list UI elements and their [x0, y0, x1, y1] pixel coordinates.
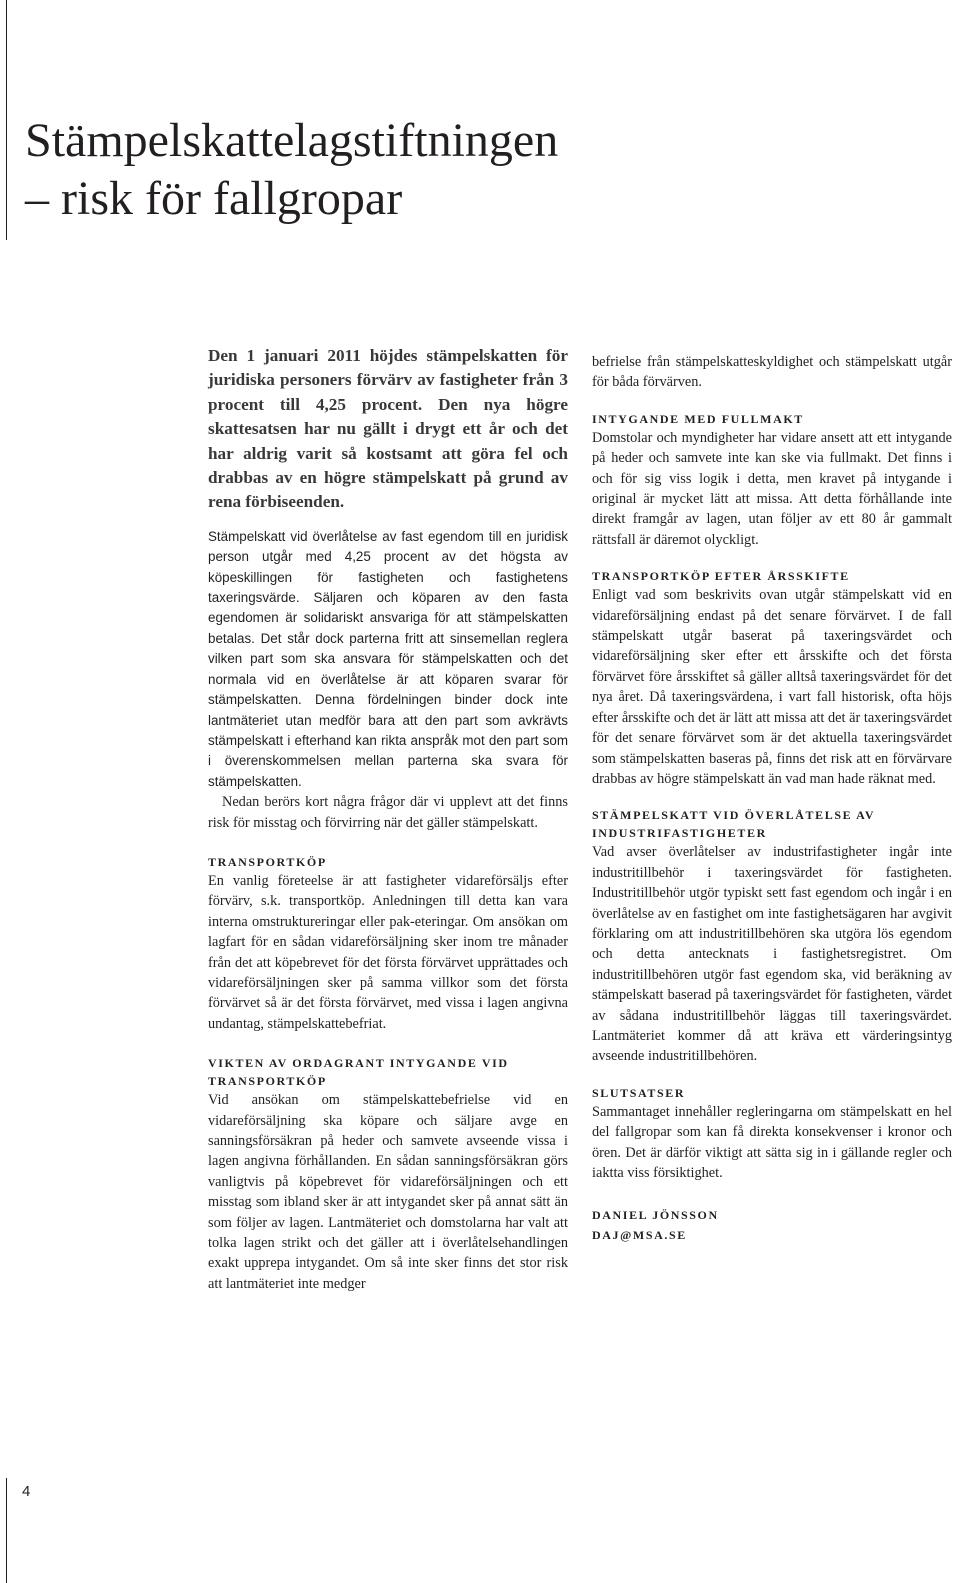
section-text: Vid ansökan om stämpelskattebefrielse vid en vidareförsäljning ska köpare och säljare avge en sanningsförsäkran på heder och samvete avseende vissa i lagen angivna förhållanden. En sådan sanningsförsäkran görs vanligtvis på köpebrevet för vidareförsäljningen och ett misstag som ibland sker är att intygandet sker på annat sätt än som följer av lagen. Lantmäteriet och domstolarna har valt att tolka lagen strikt och det gäller att i överlåtelsehandlingen exakt upprepa intygandet. Om så inte sker finns det stor risk att lantmäteriet inte medger	[208, 1092, 568, 1292]
author-name: DANIEL JÖNSSON	[592, 1208, 719, 1223]
section-heading: SLUTSATSER	[592, 1085, 686, 1100]
margin-rule-bottom	[6, 1478, 7, 1583]
section-text: Sammantaget innehåller regleringarna om stämpelskatt en hel del fallgropar som kan få direkta konsekvenser i kronor och ören. Det är därför viktigt att sätta sig in i gällande regler och iaktta viss försiktighet.	[592, 1103, 952, 1181]
page-number: 4	[22, 1483, 31, 1500]
section-text: Vad avser överlåtelser av industrifastigheter ingår inte industritillbehör i taxeringsvärdet för fastigheten. Industritillbehör utgör typiskt sett fast egendom och ingår i en överlåtelse av en fastighet om inte fastighetsägaren har avgivit förklaring om att industritillbehören ska utgöra lös egendom och detta antecknats i fastighetsregistret. Om industritillbehören utgör fast egendom ska, vid beräkning av stämpelskatt baserad på taxeringsvärdet för fastigheten, värdet av sådana industritillbehör läggas till taxeringsvärdet. Lantmäteriet kommer då att kräva ett värderingsintyg avseende industritillbehören.	[592, 844, 952, 1065]
continued-text: befrielse från stämpelskatteskyldighet och stämpelskatt utgår för båda förvärven.	[592, 354, 952, 391]
section-industri	[592, 806, 952, 1066]
author-block	[592, 1205, 952, 1245]
right-column	[592, 352, 952, 1245]
body-paragraph-1: Stämpelskatt vid överlåtelse av fast egendom till en juridisk person utgår med 4,25 procent av det högsta av köpeskillingen för fastigheten och fastighetens taxeringsvärde. Säljaren och köparen av den fasta egendomen är solidariskt ansvariga för att stämpelskatten betalas. Det står dock parterna fritt att sinsemellan reglera vilken part som ska ansvara för stämpelskatten och det normala vid en överlåtelse är att köparen svarar för stämpelskatten. Denna fördelningen binder dock inte lantmäteriet utan medför bara att den part som avkrävts stämpelskatt i efterhand kan rikta anspråk mot den part som i överenskommelsen mellan parterna ska svara för stämpelskatten.	[208, 528, 568, 789]
section-heading: VIKTEN AV ORDAGRANT INTYGANDE VID TRANSPORTKÖP	[208, 1056, 509, 1089]
body-paragraph-2: Nedan berörs kort några frågor där vi upplevt att det finns risk för misstag och förvirring när det gäller stämpelskatt.	[208, 794, 568, 831]
section-arsskifte	[592, 567, 952, 789]
title-line-1: Stämpelskattelagstiftningen	[25, 114, 559, 167]
section-vikten	[208, 1054, 568, 1294]
intro-paragraph: Den 1 januari 2011 höjdes stämpelskatten för juridiska personers förvärv av fastigheter från 3 procent till 4,25 procent. Den nya högre skattesatsen har nu gällt i drygt ett år och det har aldrig varit så kostsamt att göra fel och drabbas av en högre stämpelskatt på grund av rena förbiseenden.	[208, 346, 568, 512]
section-heading: STÄMPELSKATT VID ÖVERLÅTELSE AV INDUSTRIFASTIGHETER	[592, 808, 875, 841]
left-column	[208, 344, 568, 1294]
section-text: Domstolar och myndigheter har vidare ansett att ett intygande på heder och samvete inte kan ske via fullmakt. Det finns i och för sig viss logik i detta, men kravet på intygande i original är mycket lätt att missa. Att detta förhållande inte direkt framgår av lagen, utan följer av ett 80 år gammalt rättsfall är däremot olyckligt.	[592, 429, 952, 548]
section-heading: TRANSPORTKÖP	[208, 854, 327, 869]
section-text: Enligt vad som beskrivits ovan utgår stämpelskatt vid en vidareförsäljning endast på det senare förvärvet. I de fall stämpelskatt utgår baserat på taxeringsvärdet och vidareförsäljning sker efter ett årsskifte och det första förvärvet före årsskiftet så gäller alltså taxeringsvärdet för det nya året. Då taxeringsvärdena, i vart fall historisk, ofta höjs efter årsskifte och det är lätt att missa att det är taxeringsvärdet för det senare förvärvet som är det aktuella taxeringsvärdet som stämpelskatten baseras på, finns det risk att en förvärvare drabbas av högre stämpelskatt än vad man hade räknat med.	[592, 587, 952, 787]
title-line-2: – risk för fallgropar	[25, 172, 403, 225]
section-heading: TRANSPORTKÖP EFTER ÅRSSKIFTE	[592, 569, 850, 584]
section-fullmakt	[592, 410, 952, 550]
section-slutsatser	[592, 1084, 952, 1184]
margin-rule-top	[6, 0, 7, 240]
section-transportkop	[208, 853, 568, 1034]
section-text: En vanlig företeelse är att fastigheter vidareförsäljs efter förvärv, s.k. transportköp. Anledningen till detta kan vara interna omstruktureringar eller pak-eteringar. Om ansökan om lagfart för en sådan vidareförsäljning sker inom tre månader från det att köpebrevet för det första förvärvet upprättades och vidareförsäljningen sker på samma villkor som det första förvärvet så är det första förvärvet, med vissa i lagen angivna undantag, stämpelskattebefriat.	[208, 872, 568, 1032]
author-email: DAJ@MSA.SE	[592, 1228, 687, 1243]
article-title	[25, 112, 558, 228]
section-heading: INTYGANDE MED FULLMAKT	[592, 411, 804, 426]
